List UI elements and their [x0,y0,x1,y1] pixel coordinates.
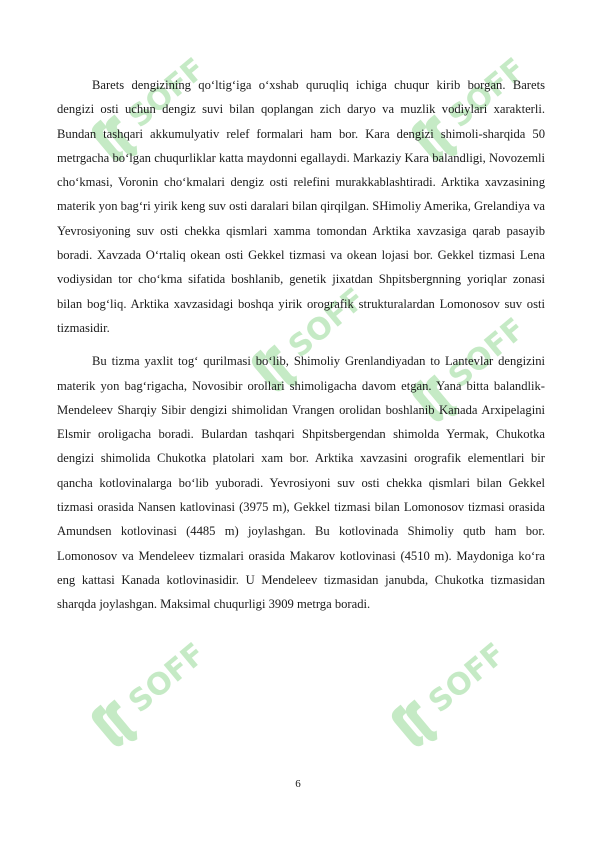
page-number: 6 [295,778,301,790]
watermark-text: SOFF [282,281,373,365]
document-body [57,73,545,626]
paragraph: Barets dengizining qo‘ltig‘iga o‘xshab quruqliq ichiga chuqur kirib borgan. Barets dengizi osti uchun dengiz suvi bilan qoplangan zich daryo va muzlik vodiylari xarakterli. Bundan tashqari akkumulyativ relef formalari ham bor. Kara dengizi shimoli-sharqida 50 metrgacha bo‘lgan chuqurliklar katta maydonni egallaydi. Markaziy Kara balandligi, Novozemli cho‘kmasi, Voronin cho‘kmalari dengiz osti relefini murakkablashtiradi. Arktika xavzasining materik yon bag‘ri yirik keng suv osti daralari bilan qirqilgan. SHimoliy Amerika, Grelandiya va Yevrosiyoning suv osti chekka qismlari xamma tomondan Arktika xavzasiga qarab pasayib boradi. Xavzada O‘rtaliq okean osti Gekkel tizmasi va okean lojasi bor. Gekkel tizmasi Lena vodiysidan tor cho‘kma sifatida boshlanib, genetik jixatdan Shpitsbergnning yoriqlar zonasi bilan bog‘liq. Arktika xavzasidagi boshqa yirik orografik strukturalardan Lomonosov suv osti tizmasidir. [57,78,545,335]
watermark-text: SOFF [122,51,213,135]
watermark-text: SOFF [422,636,513,720]
watermark-text: SOFF [442,51,533,135]
watermark-logo-icon [70,625,220,775]
watermark-logo-icon [370,625,520,775]
paragraph: Bu tizma yaxlit tog‘ qurilmasi bo‘lib, Shimoliy Grenlandiyadan to Lantevlar dengizini materik yon bag‘rigacha, Novosibir orollari shimoligacha davom etgan. Yana bitta balandlik-Mendeleev Sharqiy Sibir dengizi shimolidan Vrangen orolidan boshlanib Kanada Arxipelagini Elsmir oroligacha boradi. Bulardan tashqari Shpitsbergendan shimolda Yermak, Chukotka dengizi shimolida Chukotka platolari xam bor. Arktika xavzasini orografik elementlari bir qancha kotlovinalarga bo‘lib yuboradi. Yevrosiyoni suv osti chekka qismlari bilan Gekkel tizmasi orasida Nansen katlovinasi (3975 m), Gekkel tizmasi bilan Lomonosov tizmasi orasida Amundsen kotlovinasi (4485 m) joylashgan. Bu kotlovinada Shimoliy qutb ham bor. Lomonosov va Mendeleev tizmalari orasida Makarov kotlovinasi (4510 m). Maydoniga ko‘ra eng kattasi Kanada kotlovinasidir. U Mendeleev tizmasidan janubda, Chukotka tizmasidan sharqda joylashgan. Maksimal chuqurligi 3909 metrga boradi. [57,354,545,612]
watermark-text: SOFF [122,636,213,720]
watermark-text: SOFF [442,311,533,395]
